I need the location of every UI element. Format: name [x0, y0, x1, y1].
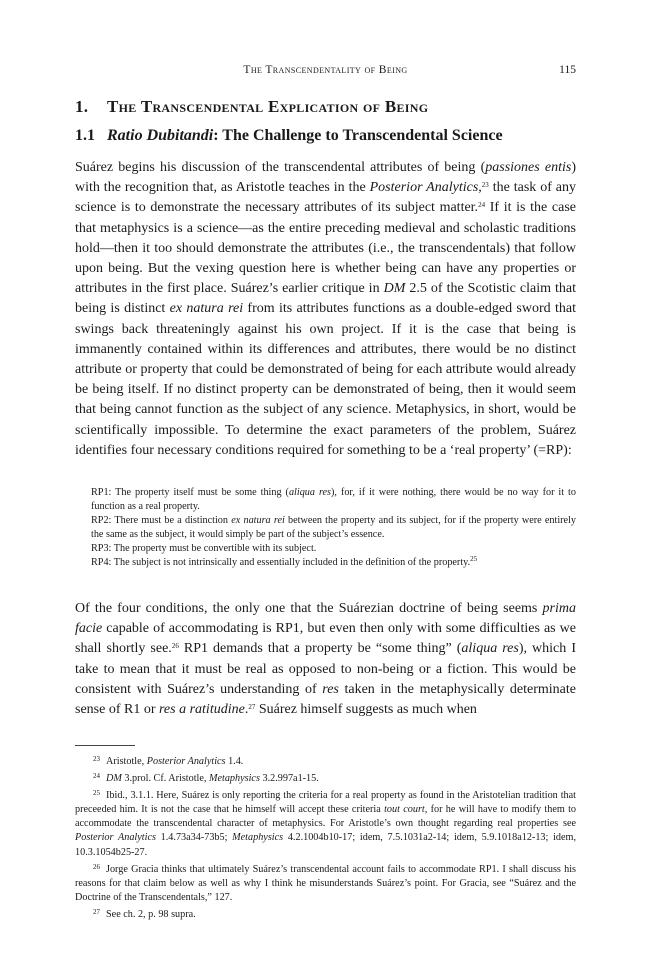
section-number: 1. [75, 97, 89, 116]
text-run: Ibid., 3.1.1. Here, Suárez is only reporting the criteria for a real property as found in the Aristotelian tradition that preceeded him. It is not the case that he himself will accept these criteria [75, 790, 576, 816]
footnote-rule [75, 745, 135, 746]
text-run: 1.4.73a34-73b5; [155, 832, 233, 844]
footnote-ref: 24 [478, 201, 486, 210]
page-number: 115 [559, 64, 576, 76]
footnote-ref: 23 [481, 181, 489, 190]
section-title: The Transcendental Explication of Being [107, 97, 429, 116]
text-run: ) with the recognition that, as Aristotle teaches in the [75, 160, 576, 196]
condition-rp4 [91, 556, 576, 570]
book-page [75, 0, 576, 975]
text-run: taken in the metaphysically determinate sense of R1 or [75, 681, 576, 718]
italic-run: ex natura rei [231, 515, 285, 527]
italic-run: DM [383, 281, 406, 297]
text-run: RP2: There must be a distinction [91, 515, 232, 527]
text-run: RP1: The property itself must be some thing ( [91, 487, 289, 498]
italic-run: Posterior Analytics [146, 756, 226, 767]
footnote-ref: 27 [248, 703, 256, 712]
condition-rp3: RP3: The property must be convertible with its subject. [91, 543, 317, 555]
italic-run: aliqua res [461, 641, 519, 657]
text-run: ), which I take to mean that it must be real as opposed to non-being or a fiction. This would be consistent with Suárez’s understanding of [75, 641, 576, 697]
text-run: , for he will have to modify them to accommodate the transcendental character of metaphysics. For Aristotle’s own thought regarding real properties see [75, 804, 576, 830]
text-run: See ch. 2, p. 98 supra. [106, 908, 196, 920]
italic-run: DM [106, 773, 122, 785]
subsection-heading [75, 127, 576, 145]
text-run: from its attributes functions as a double-edged sword that swings back threateningly against his own project. If it is the case that being is immanently contained within its differences and attributes, there would be no distinct attribute or property that could be demonstrated of being for each attribute would already be being itself. If no distinct property can be demonstrated of being, then it would seem that being cannot function as the subject of any science. Metaphysics, in short, would be scientifically impossible. To determine the exact parameters of the problem, Suárez identifies four necessary conditions required for something to be a ‘real property’ (=RP): [75, 301, 576, 458]
italic-run: res a ratitudine [159, 702, 245, 718]
footnote-number: 26 [93, 862, 100, 871]
footnote-23 [75, 752, 576, 769]
italic-run: Posterior Analytics [75, 832, 156, 844]
footnote-number: 25 [93, 789, 100, 798]
text-run: RP1 demands that a property be “some thing” ( [178, 641, 462, 657]
text-run: between the property and its subject, for if the property were entirely the same as the subject, it would simply be part of the subject’s essence. [91, 515, 577, 541]
footnote-number: 23 [93, 755, 100, 763]
italic-run: tout court [384, 804, 425, 816]
footnote-ref: 25 [470, 555, 478, 564]
text-run: ), for, if it were nothing, there would be no way for it to function as a real property. [91, 487, 576, 513]
footnotes [75, 752, 576, 922]
text-run: 3.2.997a1-15. [259, 773, 319, 785]
text-run: Of the four conditions, the only one that the Suárezian doctrine of being seems [75, 601, 543, 616]
footnote-26 [75, 860, 576, 905]
footnote-number: 27 [93, 907, 100, 916]
footnote-25 [75, 786, 576, 859]
footnote-24 [75, 769, 576, 786]
text-run: the task of any science is to demonstrate the necessary attributes of its subject matter. [75, 180, 576, 216]
italic-run: aliqua res [288, 487, 332, 498]
subsection-number: 1.1 [75, 127, 95, 144]
footnote-27 [75, 905, 576, 922]
condition-rp2 [91, 514, 576, 542]
footnote-ref: 26 [171, 642, 179, 651]
body-paragraph-2: Of the four conditions, the only one that the Suárezian doctrine of being seems prima facie capable of accommodating is RP1, but even then only with some difficulties as we shall shortly see.$^{26}$ RP1 demands that a property be “some thing” (aliqua res), which I take to mean that it must be real as opposed to non-being or a fiction. This would be consistent with Suárez’s understanding of res taken in the metaphysically determinate sense of R1 or res a ratitudine.$^{27}$ Suárez himself suggests as much when [75, 601, 576, 718]
condition-rp1 [91, 486, 576, 514]
italic-run: Metaphysics [232, 832, 284, 844]
text-run: capable of accommodating is RP1, but even then only with some difficulties as we shall shortly see. [75, 621, 576, 657]
text-run: If it is the case that metaphysics is a science—as the entire preceding medieval and scholastic traditions hold—then it too should demonstrate the attributes (i.e., the transcendentals) that follow upon being. But the vexing question here is whether being can have any properties or attributes in the first place. Suárez’s earlier critique in [75, 200, 576, 297]
italic-run: Posterior Analytics [369, 180, 479, 196]
running-head-title: The Transcendentality of Being [243, 64, 408, 76]
italic-run: Metaphysics [209, 773, 260, 785]
text-run: Suárez begins his discussion of the transcendental attributes of being ( [75, 160, 486, 175]
subsection-title: : The Challenge to Transcendental Science [213, 127, 503, 144]
text-run: RP4: The subject is not intrinsically and essentially included in the definition of the property. [91, 557, 471, 569]
footnote-number: 24 [93, 772, 100, 781]
section-heading [75, 97, 576, 117]
text-run: Aristotle, [106, 756, 147, 767]
text-run: 2.5 of the Scotistic claim that being is distinct [75, 281, 577, 317]
running-head [75, 64, 576, 80]
text-run: 4.2.1004b10-17; idem, 7.5.1031a2-14; idem, 5.9.1018a12-13; idem, 10.3.1054b25-27. [75, 832, 576, 858]
italic-run: passiones entis [485, 160, 572, 175]
italic-run: ex natura rei [169, 301, 244, 317]
body-paragraph-1: Suárez begins his discussion of the transcendental attributes of being (passiones entis) with the recognition that, as Aristotle teaches in the Posterior Analytics,$^{23}$ the task of any science is to demonstrate the necessary attributes of its subject matter.$^{24}$ If it is the case that metaphysics is a science—as the entire preceding medieval and scholastic traditions hold—then it too should demonstrate the attributes (i.e., the transcendentals) that follow upon being. But the vexing question here is whether being can have any properties or attributes in the first place. Suárez’s earlier critique in DM 2.5 of the Scotistic claim that being is distinct ex natura rei from its attributes functions as a double-edged sword that swings back threateningly against his own project. If it is the case that being is immanently contained within its differences and attributes, there would be no distinct attribute or property that could be demonstrated of being for each attribute would already be being itself. If no distinct property can be demonstrated of being, then it would seem that being cannot function as the subject of any science. Metaphysics, in short, would be scientifically impossible. To determine the exact parameters of the problem, Suárez identifies four necessary conditions required for something to be a ‘real property’ (=RP): [75, 160, 577, 458]
real-property-conditions [91, 486, 576, 571]
italic-run: prima facie [75, 601, 576, 637]
text-run: 3.prol. Cf. Aristotle, [121, 773, 209, 785]
text-run: Suárez himself suggests as much when [255, 702, 477, 718]
text-run: 1.4. [225, 756, 244, 767]
subsection-title-italic: Ratio Dubitandi [107, 127, 214, 144]
text-run: Jorge Gracia thinks that ultimately Suárez’s transcendental account fails to accommodate RP1. I shall discuss his reasons for that claim below as well as why I think he misunderstands Suárez’s point. For Gracia, see “Suárez and the Doctrine of the Transcendentals,” 127. [75, 863, 576, 903]
italic-run: res [322, 681, 339, 697]
